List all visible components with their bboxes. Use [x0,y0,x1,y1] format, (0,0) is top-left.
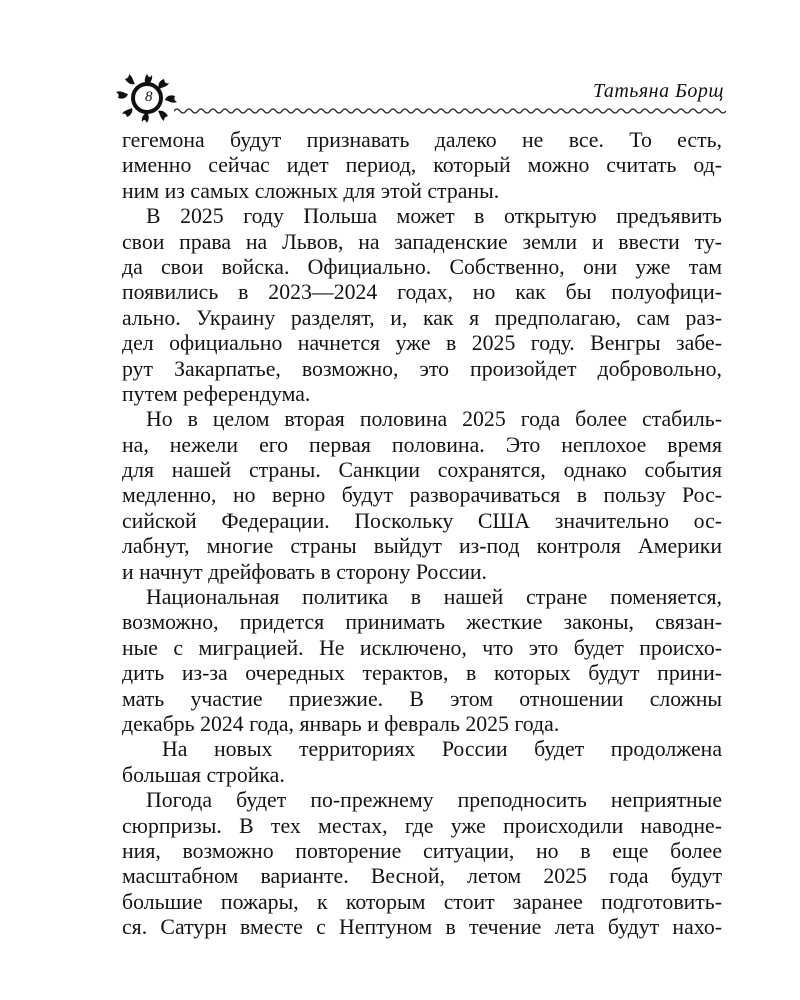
text-line: сюрпризы. В тех местах, где уже происходили наводне- [122,813,722,838]
author-name: Татьяна Борщ [592,80,724,102]
text-line: ные с миграцией. Не исключено, что это будет происхо- [122,635,722,660]
text-line: большая стройка. [122,762,285,787]
text-line: Погода будет по-прежнему преподносить неприятные [146,788,722,813]
page-header [112,66,724,128]
text-line: Национальная политика в нашей стране поменяется, [146,585,722,610]
text-line: дел официально начнется уже в 2025 году. Венгры забе- [122,331,722,356]
text-line: ним из самых сложных для этой страны. [122,178,500,203]
text-line: сийской Федерации. Поскольку США значительно ос- [122,508,722,533]
text-line: медленно, но верно будут разворачиваться в пользу Рос- [122,483,722,508]
text-line: дить из-за очередных терактов, в которых будут прини- [122,661,722,686]
text-line: ния, возможно повторение ситуации, но в еще более [122,838,722,863]
page-number: 8 [145,89,153,105]
text-line: ся. Сатурн вместе с Нептуном в течение лета будут нахо- [122,915,722,940]
text-line: масштабном варианте. Весной, летом 2025 года будут [122,864,722,889]
wavy-rule [174,106,726,116]
text-line: да свои войска. Официально. Собственно, они уже там [122,254,722,279]
text-line: мать участие приезжие. В этом отношении сложны [122,686,722,711]
text-line: рут Закарпатье, возможно, это произойдет добровольно, [122,356,722,381]
text-line: возможно, придется принимать жесткие законы, связан- [122,610,722,635]
text-line: на, нежели его первая половина. Это неплохое время [122,432,722,457]
text-line: для нашей страны. Санкции сохранятся, однако события [122,458,722,483]
text-line: декабрь 2024 года, январь и февраль 2025 года. [122,711,560,736]
text-line: путем референдума. [122,381,311,406]
body-text [122,128,722,941]
text-line: большие пожары, к которым стоит заранее подготовить- [122,889,722,914]
text-line: На новых территориях России будет продолжена [162,737,722,762]
text-line: лабнут, многие страны выйдут из-под контроля Америки [122,534,722,559]
text-line: свои права на Львов, на западенские земли и ввести ту- [122,229,722,254]
text-line: появились в 2023—2024 годах, но как бы полуофици- [122,280,722,305]
text-line: гегемона будут признавать далеко не все. То есть, [122,128,722,152]
text-line: В 2025 году Польша может в открытую предъявить [146,204,722,229]
text-line: ально. Украину разделят, и, как я предполагаю, сам раз- [122,305,722,330]
text-line: и начнут дрейфовать в сторону России. [122,559,487,584]
text-line: Но в целом вторая половина 2025 года более стабиль- [146,407,722,432]
text-line: именно сейчас идет период, который можно считать од- [122,153,722,178]
